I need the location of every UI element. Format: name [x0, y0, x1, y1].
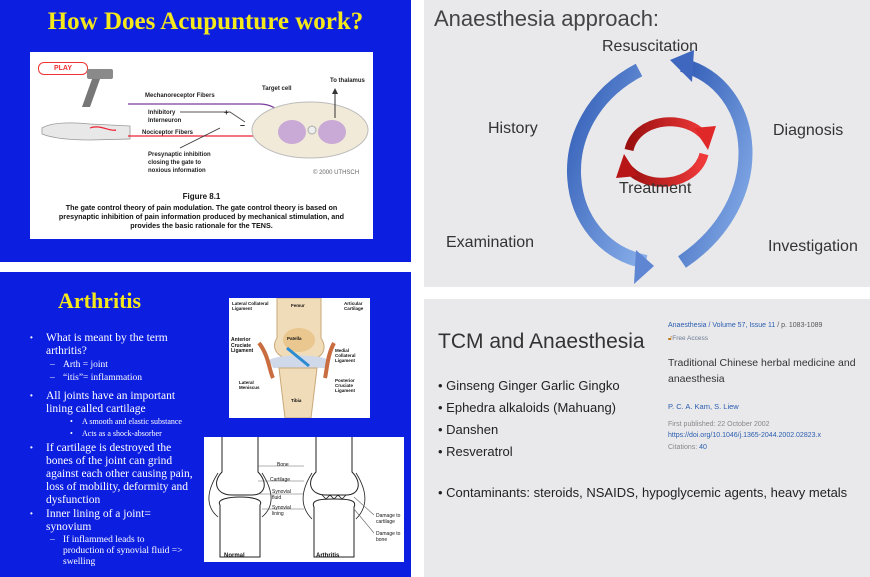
red-arrowhead-bottom: [616, 154, 638, 178]
label-ligament-2: Ligament: [231, 348, 254, 354]
play-button[interactable]: PLAY: [38, 62, 88, 75]
bullet-2-sub-1: A smooth and elastic substance: [82, 417, 182, 426]
label-normal: Normal: [224, 553, 245, 559]
gate-control-diagram: [30, 52, 373, 187]
label-tibia: Tibia: [291, 398, 302, 403]
bullet-2-line-1: All joints have an important: [46, 390, 176, 402]
slide-title: Anaesthesia approach:: [434, 6, 660, 31]
label-ligament-3: Ligament: [335, 358, 356, 363]
bullet-4-sub-2: production of synovial fluid =>: [63, 546, 183, 556]
arm-icon: [42, 123, 130, 140]
presynaptic-line1: Presynaptic inhibition: [148, 152, 211, 158]
bullet-2-line-2: lining called cartilage: [46, 403, 146, 415]
bullet-3-line-3: against each other causing pain,: [46, 468, 193, 480]
investigation-label: Investigation: [768, 238, 858, 255]
label-arthritis: Arthritis: [316, 553, 340, 559]
resuscitation-label: Resuscitation: [602, 38, 699, 55]
label-femur: Femur: [291, 303, 305, 308]
bullet-1-line-2: arthritis?: [46, 345, 87, 357]
to-thalamus-label: To thalamus: [330, 78, 365, 84]
spinal-cord-icon: [252, 102, 368, 158]
label-lateral: Lateral: [239, 380, 254, 385]
bullet-4-line-1: Inner lining of a joint=: [46, 508, 151, 520]
label-damage-to-1: Damage to: [376, 513, 401, 519]
examination-label: Examination: [446, 234, 535, 251]
bullet-3-line-2: bones of the joint can grind: [46, 455, 173, 467]
bullet-4-sub-1: If inflammed leads to: [63, 535, 145, 545]
label-ligament-1: Ligament: [232, 306, 253, 311]
label-cartilage: Cartilage: [344, 306, 364, 311]
bullet-4-line-2: synovium: [46, 521, 92, 533]
figure-number: Figure 8.1: [182, 192, 221, 201]
figure-caption-2: presynaptic inhibition of pain information produced by mechanical stimulation, and: [58, 212, 345, 221]
red-arrow-top: [629, 122, 706, 150]
copyright-label: © 2000 UTHSCH: [313, 170, 360, 176]
blue-arrow-left: [574, 70, 646, 262]
red-arrow-bottom: [626, 154, 704, 182]
figure-caption-1: The gate control theory of pain modulation. The gate control theory is based on: [65, 203, 338, 212]
tcm-item-3: • Danshen: [438, 422, 499, 437]
label-articular: Articular: [344, 301, 363, 306]
label-anterior: Anterior: [231, 337, 251, 343]
arthritis-slide: Arthritis • What is meant by the term arthritis? – Arth = joint – “itis”= inflammation • All joints have an important lining called cartilage • A smooth and elastic substance • Acts as a shock-absorber • If cartilage is destroyed the bones of the joint can grind against each other causing pain, loss of mobility, deformity and dysfunction • Inner lining of a joint= synovium – If inflammed leads to production of synovial fluid => swelling Lateral Collateral Ligament Femur Articular Cartilage Patella Anterior Cruciate Ligament Medial Collateral Ligament Lateral Meniscus Posterior Cruciate Ligament Tibia Bone Cartilage Synovial fluid Synovial lining Damage to cartilage Damage to bone Normal Arthritis: [0, 272, 411, 577]
diagnosis-label: Diagnosis: [773, 122, 844, 139]
target-cell-label: Target cell: [262, 86, 292, 92]
bullet-1-sub-2: “itis”= inflammation: [63, 373, 142, 383]
label-ligament-4: Ligament: [335, 388, 356, 393]
presynaptic-line3: noxious information: [148, 168, 206, 174]
inhibitory-label: Inhibitory: [148, 110, 176, 116]
label-patella: Patella: [287, 336, 302, 341]
plus-sign: +: [224, 108, 229, 117]
bullet-2-sub-2: Acts as a shock-absorber: [82, 429, 162, 438]
label-lining: lining: [272, 511, 284, 517]
citations-count[interactable]: 40: [699, 444, 707, 451]
label-bone: Bone: [277, 462, 289, 468]
label-cruciate-2: Cruciate: [335, 383, 354, 388]
gate-control-figure: [30, 52, 373, 239]
label-posterior: Posterior: [335, 378, 355, 383]
tcm-anaesthesia-slide: [424, 299, 870, 577]
interneuron-label: Interneuron: [148, 118, 182, 124]
blue-arrow-right: [682, 65, 745, 262]
anaesthesia-approach-slide: [424, 0, 870, 287]
slide-title: TCM and Anaesthesia: [438, 330, 645, 353]
doi-link[interactable]: https://doi.org/10.1046/j.1365-2044.2002.02823.x: [668, 432, 821, 439]
journal-pages: / p. 1083-1089: [775, 322, 823, 329]
label-meniscus: Meniscus: [239, 385, 260, 390]
label-damage-to-2: Damage to: [376, 531, 401, 537]
bullet-1-line-1: What is meant by the term: [46, 332, 168, 344]
bullet-3-line-5: dysfunction: [46, 494, 101, 506]
hammer-icon: [82, 69, 113, 107]
article-authors[interactable]: P. C. A. Kam, S. Liew: [668, 402, 739, 411]
label-synovial: Synovial: [272, 489, 291, 495]
presynaptic-line2: closing the gate to: [148, 160, 202, 166]
mechanoreceptor-label: Mechanoreceptor Fibers: [145, 93, 215, 99]
journal-link[interactable]: Anaesthesia / Volume 57, Issue 11: [668, 322, 776, 329]
free-access-label: Free Access: [672, 335, 708, 342]
tcm-item-1: • Ginseng Ginger Garlic Gingko: [438, 378, 620, 393]
bullet-3-line-1: If cartilage is destroyed the: [46, 442, 172, 454]
published-date: First published: 22 October 2002: [668, 421, 770, 428]
label-synovial-2: Synovial: [272, 505, 291, 511]
label-damage-bone: bone: [376, 537, 388, 543]
knee-anatomy-image: [229, 298, 370, 418]
article-title-line-1[interactable]: Traditional Chinese herbal medicine and: [668, 357, 856, 369]
joint-comparison-image: [204, 437, 404, 562]
label-lateral-collateral: Lateral Collateral: [232, 301, 269, 306]
citations-label: Citations:: [668, 444, 700, 451]
red-arrowhead-top: [694, 126, 716, 150]
label-cruciate: Cruciate: [231, 342, 252, 349]
slide-title: Arthritis: [58, 288, 142, 313]
label-damage-cartilage: cartilage: [376, 519, 395, 525]
article-title-line-2[interactable]: anaesthesia: [668, 373, 725, 385]
history-label: History: [488, 120, 538, 137]
label-medial-collateral: Medial Collateral: [335, 348, 356, 358]
bullet-1-sub-1: Arth = joint: [63, 360, 108, 370]
label-fluid: fluid: [272, 495, 282, 501]
tcm-item-4: • Resveratrol: [438, 444, 513, 459]
nociceptor-label: Nociceptor Fibers: [142, 130, 194, 136]
acupuncture-slide: [0, 0, 411, 262]
minus-sign: –: [240, 120, 246, 130]
bullet-3-line-4: loss of mobility, deformity and: [46, 481, 189, 493]
lock-open-icon: 🔓︎: [668, 335, 673, 342]
slide-title: How Does Acupunture work?: [47, 8, 364, 35]
treatment-label: Treatment: [619, 180, 692, 197]
tcm-item-2: • Ephedra alkaloids (Mahuang): [438, 400, 616, 415]
label-joint-cartilage: Cartilage: [270, 477, 291, 483]
tcm-contaminants: • Contaminants: steroids, NSAIDS, hypoglycemic agents, heavy metals: [438, 485, 848, 500]
bullet-4-sub-3: swelling: [63, 557, 96, 567]
figure-caption-3: provides the basic rationale for the TENS.: [130, 221, 273, 230]
